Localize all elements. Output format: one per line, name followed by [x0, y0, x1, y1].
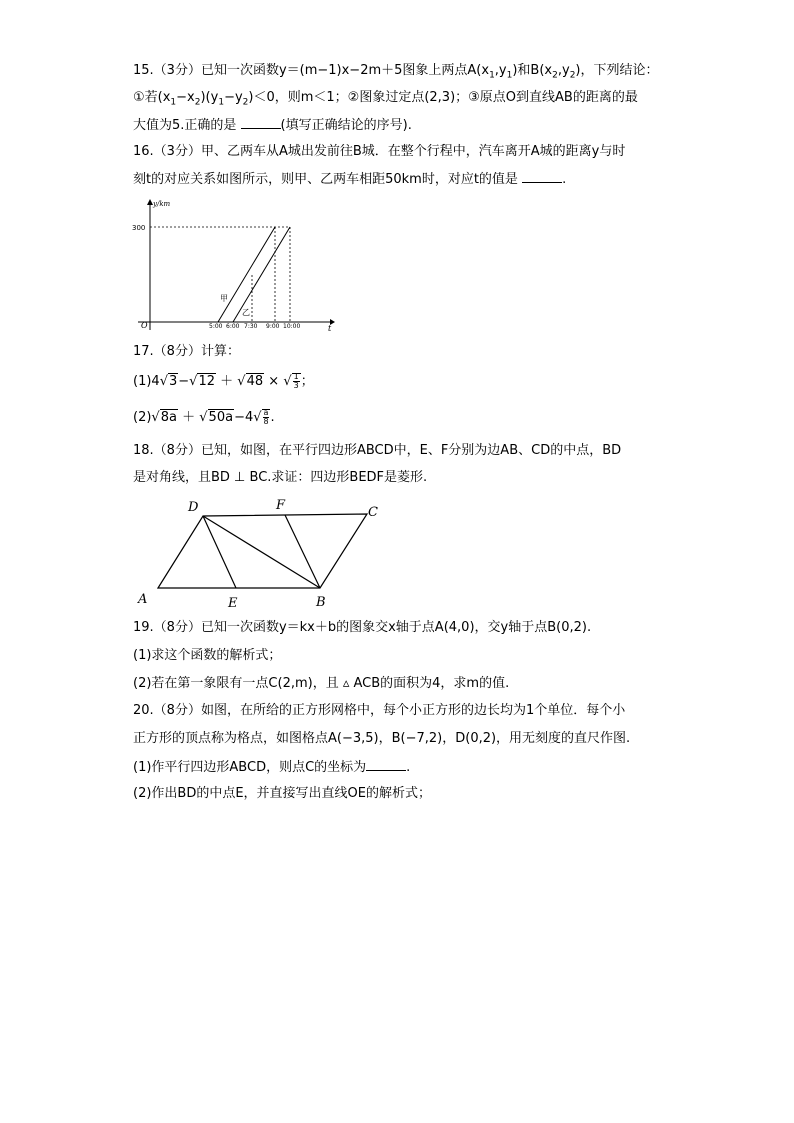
vertex-E: E [228, 596, 238, 611]
distance-time-graph [130, 195, 340, 335]
answer-blank [522, 170, 562, 183]
q19-line1: 19.（8分）已知一次函数y＝kx＋b的图象交x轴于点A(4,0)，交y轴于点B(0,2). [133, 620, 592, 635]
y-tick-300: 300 [132, 224, 146, 232]
q19-line3: (2)若在第一象限有一点C(2,m)，且 ▵ ACB的面积为4，求m的值. [133, 676, 510, 691]
vertex-F: F [276, 498, 286, 513]
parallelogram-figure [130, 495, 390, 615]
q18-line2: 是对角线，且BD ⊥ BC.求证：四边形BEDF是菱形. [133, 470, 428, 485]
line-label-jia: 甲 [220, 294, 228, 303]
q15-line1: 15.（3分）已知一次函数y＝(m−1)x−2m＋5图象上两点$A(x_1,y_1)$和$B(x_2,y_2)$，下列结论： [133, 63, 659, 81]
x-tick-5: 5:00 [209, 323, 223, 330]
x-tick-10: 10:00 [283, 323, 301, 330]
line-label-yi: 乙 [242, 308, 250, 317]
vertex-D: D [188, 500, 199, 515]
y-axis-label: y/km [153, 200, 171, 208]
q17-part1: (1)4√3−√12 ＋ √48 × √ $\frac{1}{3}$ ； [133, 372, 314, 390]
q16-line2: 刻t的对应关系如图所示，则甲、乙两车相距50km时，对应t的值是 . [133, 172, 567, 187]
q17-head: 17.（8分）计算： [133, 344, 240, 359]
q17-part2: (2)√8a ＋ √50a−4√ $\frac{a}{8}$ . [133, 408, 275, 426]
x-tick-730: 7:30 [244, 323, 258, 330]
q20-line3: (1)作平行四边形ABCD，则点C的坐标为 . [133, 760, 411, 775]
vertex-A: A [138, 592, 148, 607]
x-axis-label: t [328, 324, 332, 333]
q16-line1: 16.（3分）甲、乙两车从A城出发前往B城．在整个行程中，汽车离开A城的距离y与时 [133, 144, 626, 159]
vertex-C: C [368, 505, 378, 520]
q20-line1: 20.（8分）如图，在所给的正方形网格中，每个小正方形的边长均为1个单位．每个小 [133, 703, 626, 718]
q15-line2: ①若$(x_1-x_2)(y_1-y_2)<0$，则m＜1；②图象过定点(2,3)；③原点O到直线AB的距离的最 [133, 90, 638, 108]
q18-line1: 18.（8分）已知，如图，在平行四边形ABCD中，E、F分别为边AB、CD的中点，BD [133, 443, 622, 458]
q19-line2: (1)求这个函数的解析式； [133, 648, 282, 663]
origin-label: O [141, 321, 148, 330]
q20-line4: (2)作出BD的中点E，并直接写出直线OE的解析式； [133, 786, 432, 801]
q20-line2: 正方形的顶点称为格点，如图格点A(−3,5)，B(−7,2)，D(0,2)，用无刻度的直尺作图. [133, 731, 631, 746]
x-tick-6: 6:00 [226, 323, 240, 330]
answer-blank [241, 116, 281, 129]
q15-line3: 大值为5.正确的是 (填写正确结论的序号). [133, 118, 412, 133]
answer-blank [366, 758, 406, 771]
vertex-B: B [316, 595, 326, 610]
x-tick-9: 9:00 [266, 323, 280, 330]
